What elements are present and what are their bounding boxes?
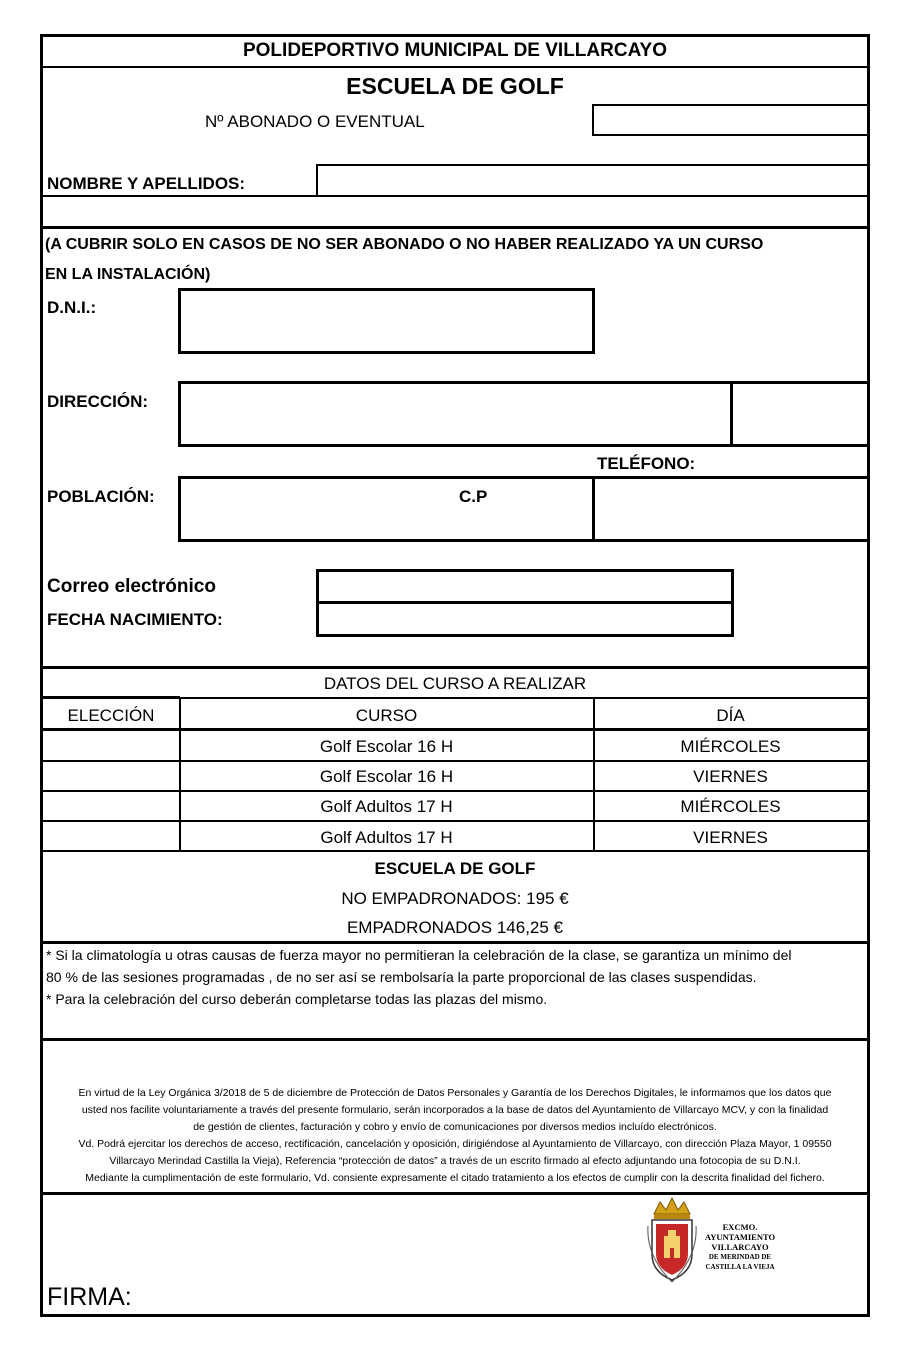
seal-line: EXCMO. xyxy=(722,1222,758,1232)
address-divider xyxy=(730,381,733,447)
email-label: Correo electrónico xyxy=(47,576,216,597)
course-section-title: DATOS DEL CURSO A REALIZAR xyxy=(323,674,587,693)
choice-cell[interactable] xyxy=(43,822,179,852)
divider-thick xyxy=(43,696,180,699)
divider xyxy=(43,195,867,197)
subscriber-input[interactable] xyxy=(596,107,864,133)
price-non-registered: NO EMPADRONADOS: 195 € xyxy=(341,889,569,908)
divider xyxy=(316,164,868,166)
address-input[interactable] xyxy=(182,386,728,442)
privacy-line: Vd. Podrá ejercitar los derechos de acceso, rectificación, cancelación y oposición, dirigiéndose al Ayuntamiento de Villarcayo, con dirección Plaza Mayor, 1 09550 xyxy=(78,1138,832,1150)
divider xyxy=(43,66,867,68)
course-cell: Golf Escolar 16 H xyxy=(319,737,454,756)
privacy-line: Mediante la cumplimentación de este formulario, Vd. consiente expresamente el citado tratamiento a los efectos de cumplir con la descrita finalidad del fichero. xyxy=(85,1172,825,1184)
town-divider xyxy=(592,476,595,542)
price-registered: EMPADRONADOS 146,25 € xyxy=(346,918,564,937)
column-header-course: CURSO xyxy=(355,706,418,725)
course-cell: Golf Adultos 17 H xyxy=(320,797,453,816)
choice-cell[interactable] xyxy=(43,762,179,792)
privacy-line: En virtud de la Ley Orgánica 3/2018 de 5 de diciembre de Protección de Datos Personales y Garantía de los Derechos Digitales, le informamos que los datos que xyxy=(78,1087,832,1099)
town-input[interactable] xyxy=(182,510,590,538)
signature-label: FIRMA: xyxy=(47,1283,132,1311)
column-header-choice: ELECCIÓN xyxy=(67,706,155,725)
table-row-line xyxy=(43,850,867,852)
day-cell: VIERNES xyxy=(693,828,768,847)
column-header-day: DÍA xyxy=(716,706,745,725)
course-cell: Golf Adultos 17 H xyxy=(320,828,453,847)
coat-of-arms-icon xyxy=(646,1196,698,1284)
seal-line: AYUNTAMIENTO xyxy=(704,1232,776,1242)
email-input[interactable] xyxy=(320,573,730,600)
seal-line: VILLARCAYO xyxy=(711,1242,769,1252)
signature-field[interactable] xyxy=(140,1285,620,1313)
privacy-line: Villarcayo Merindad Castilla la Vieja), Referencia “protección de datos” a través de un escrito firmado al efecto adjuntando una fotocopia de su D.N.I. xyxy=(109,1155,801,1167)
day-cell: MIÉRCOLES xyxy=(680,737,781,756)
email-divider xyxy=(316,601,734,604)
note-line-3: * Para la celebración del curso deberán completarse todas las plazas del mismo. xyxy=(46,991,548,1007)
postal-label: C.P xyxy=(459,487,488,506)
privacy-line: de gestión de clientes, facturación y cobro y envío de comunicaciones por diversos medios incluído electrónicos. xyxy=(193,1121,717,1133)
address-label: DIRECCIÓN: xyxy=(47,392,149,411)
day-cell: MIÉRCOLES xyxy=(680,797,781,816)
choice-cell[interactable] xyxy=(43,792,179,822)
notice-line-1: (A CUBRIR SOLO EN CASOS DE NO SER ABONADO O NO HABER REALIZADO YA UN CURSO xyxy=(45,236,764,253)
form-title: ESCUELA DE GOLF xyxy=(346,73,564,99)
birth-date-input[interactable] xyxy=(320,606,730,633)
seal-line: DE MERINDAD DE xyxy=(708,1253,772,1261)
institution-title: POLIDEPORTIVO MUNICIPAL DE VILLARCAYO xyxy=(242,40,668,61)
course-cell: Golf Escolar 16 H xyxy=(319,767,454,786)
notice-line-2: EN LA INSTALACIÓN) xyxy=(45,266,211,283)
seal-text xyxy=(700,1222,780,1272)
pricing-title: ESCUELA DE GOLF xyxy=(374,859,536,878)
postal-input[interactable] xyxy=(597,481,866,537)
privacy-line: usted nos facilite voluntariamente a través del presente formulario, serán incorporados a la base de datos del Ayuntamiento de Villarcayo MCV, y con la finalidad xyxy=(81,1104,829,1116)
divider-thick xyxy=(43,1192,867,1195)
seal-line: CASTILLA LA VIEJA xyxy=(705,1263,775,1271)
birth-label: FECHA NACIMIENTO: xyxy=(47,610,223,629)
note-line-1: * Si la climatología u otras causas de fuerza mayor no permitieran la celebración de la clase, se garantiza un mínimo del xyxy=(46,947,792,963)
phone-input[interactable] xyxy=(735,386,866,442)
town-label: POBLACIÓN: xyxy=(47,487,155,506)
divider-thick xyxy=(43,1038,867,1041)
dni-label: D.N.I.: xyxy=(47,298,97,317)
dni-input[interactable] xyxy=(182,292,591,350)
choice-cell[interactable] xyxy=(43,731,179,761)
divider-thick xyxy=(43,666,867,669)
privacy-text xyxy=(43,1085,867,1187)
day-cell: VIERNES xyxy=(693,767,768,786)
name-input[interactable] xyxy=(320,168,864,194)
subscriber-label: Nº ABONADO O EVENTUAL xyxy=(205,112,425,131)
name-label: NOMBRE Y APELLIDOS: xyxy=(47,174,246,193)
divider xyxy=(316,164,318,196)
divider-thick xyxy=(43,226,867,229)
phone-label: TELÉFONO: xyxy=(597,454,696,473)
note-line-2: 80 % de las sesiones programadas , de no ser así se rembolsaría la parte proporcional de las clases suspendidas. xyxy=(46,969,757,985)
